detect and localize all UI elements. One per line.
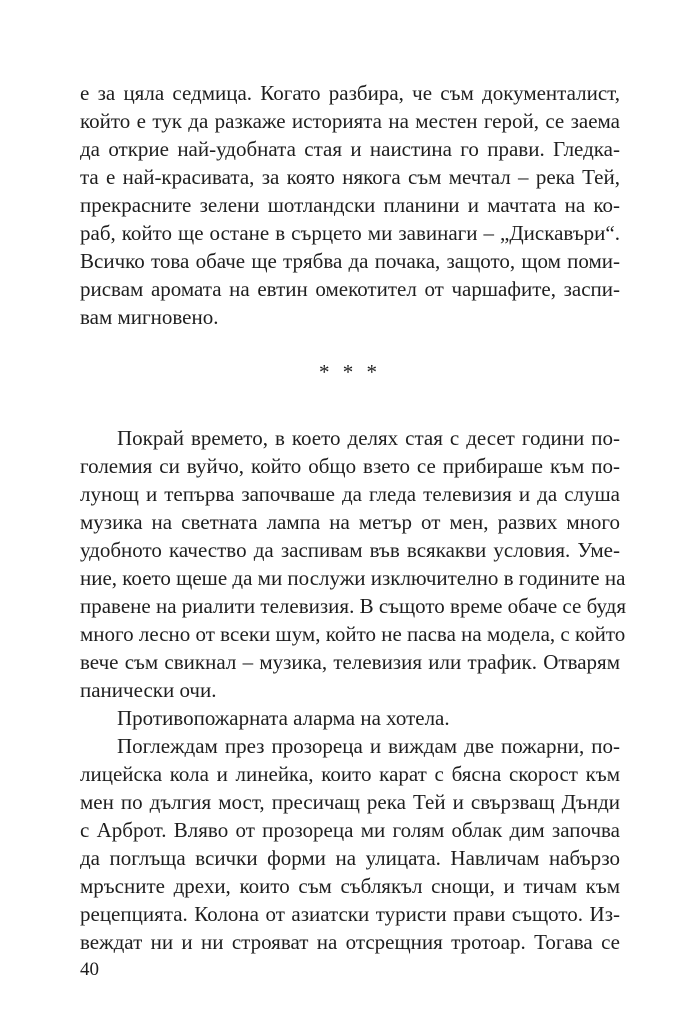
- text-line: веждат ни и ни строяват на отсрещния тротоар. Тогава се: [80, 930, 620, 954]
- text-line: мен по дългия мост, пресичащ река Тей и свързващ Дънди: [80, 790, 620, 814]
- text-line: та е най-красивата, за която някога съм мечтал – река Тей,: [80, 165, 620, 189]
- page-number: 40: [80, 959, 99, 980]
- text-line: правене на риалити телевизия. В същото време обаче се будя: [80, 594, 626, 618]
- text-line: големия си вуйчо, който общо взето се прибираше към по-: [80, 454, 620, 478]
- text-line: който е тук да разкаже историята на местен герой, се заема: [80, 109, 620, 133]
- text-line: лицейска кола и линейка, които карат с бясна скорост към: [80, 762, 620, 786]
- text-line: да поглъща всички форми на улицата. Навличам набързо: [80, 846, 620, 870]
- text-line: удобното качество да заспивам във всякакви условия. Уме-: [80, 538, 620, 562]
- text-line: мръсните дрехи, които съм съблякъл снощи, и тичам към: [80, 874, 620, 898]
- section-separator: * * *: [319, 360, 381, 384]
- text-line: рецепцията. Колона от азиатски туристи прави същото. Из-: [80, 902, 620, 926]
- text-line: да открие най-удобната стая и наистина го прави. Гледка-: [80, 137, 620, 161]
- text-line: вам мигновено.: [80, 305, 219, 329]
- text-line: прекрасните зелени шотландски планини и мачтата на ко-: [80, 193, 620, 217]
- text-line: с Арброт. Вляво от прозореца ми голям облак дим започва: [80, 818, 620, 842]
- text-line: раб, който ще остане в сърцето ми завинаги – „Дискавъри“.: [80, 221, 620, 245]
- text-line: лунощ и тепърва започваше да гледа телевизия и да слуша: [80, 482, 620, 506]
- text-line: вече съм свикнал – музика, телевизия или трафик. Отварям: [80, 650, 620, 674]
- text-line: Всичко това обаче ще трябва да почака, защото, щом поми-: [80, 249, 620, 273]
- text-line: Противопожарната аларма на хотела.: [117, 706, 450, 730]
- text-line: Покрай времето, в което делях стая с десет години по-: [117, 426, 620, 450]
- text-line: музика на светната лампа на метър от мен, развих много: [80, 510, 620, 534]
- text-line: ние, което щеше да ми послужи изключително в годините на: [80, 566, 626, 590]
- text-line: много лесно от всеки шум, който не пасва на модела, с който: [80, 622, 626, 646]
- text-line: е за цяла седмица. Когато разбира, че съм документалист,: [80, 81, 620, 105]
- text-line: панически очи.: [80, 678, 217, 702]
- text-line: Поглеждам през прозореца и виждам две пожарни, по-: [117, 734, 620, 758]
- text-line: рисвам аромата на евтин омекотител от чаршафите, заспи-: [80, 277, 620, 301]
